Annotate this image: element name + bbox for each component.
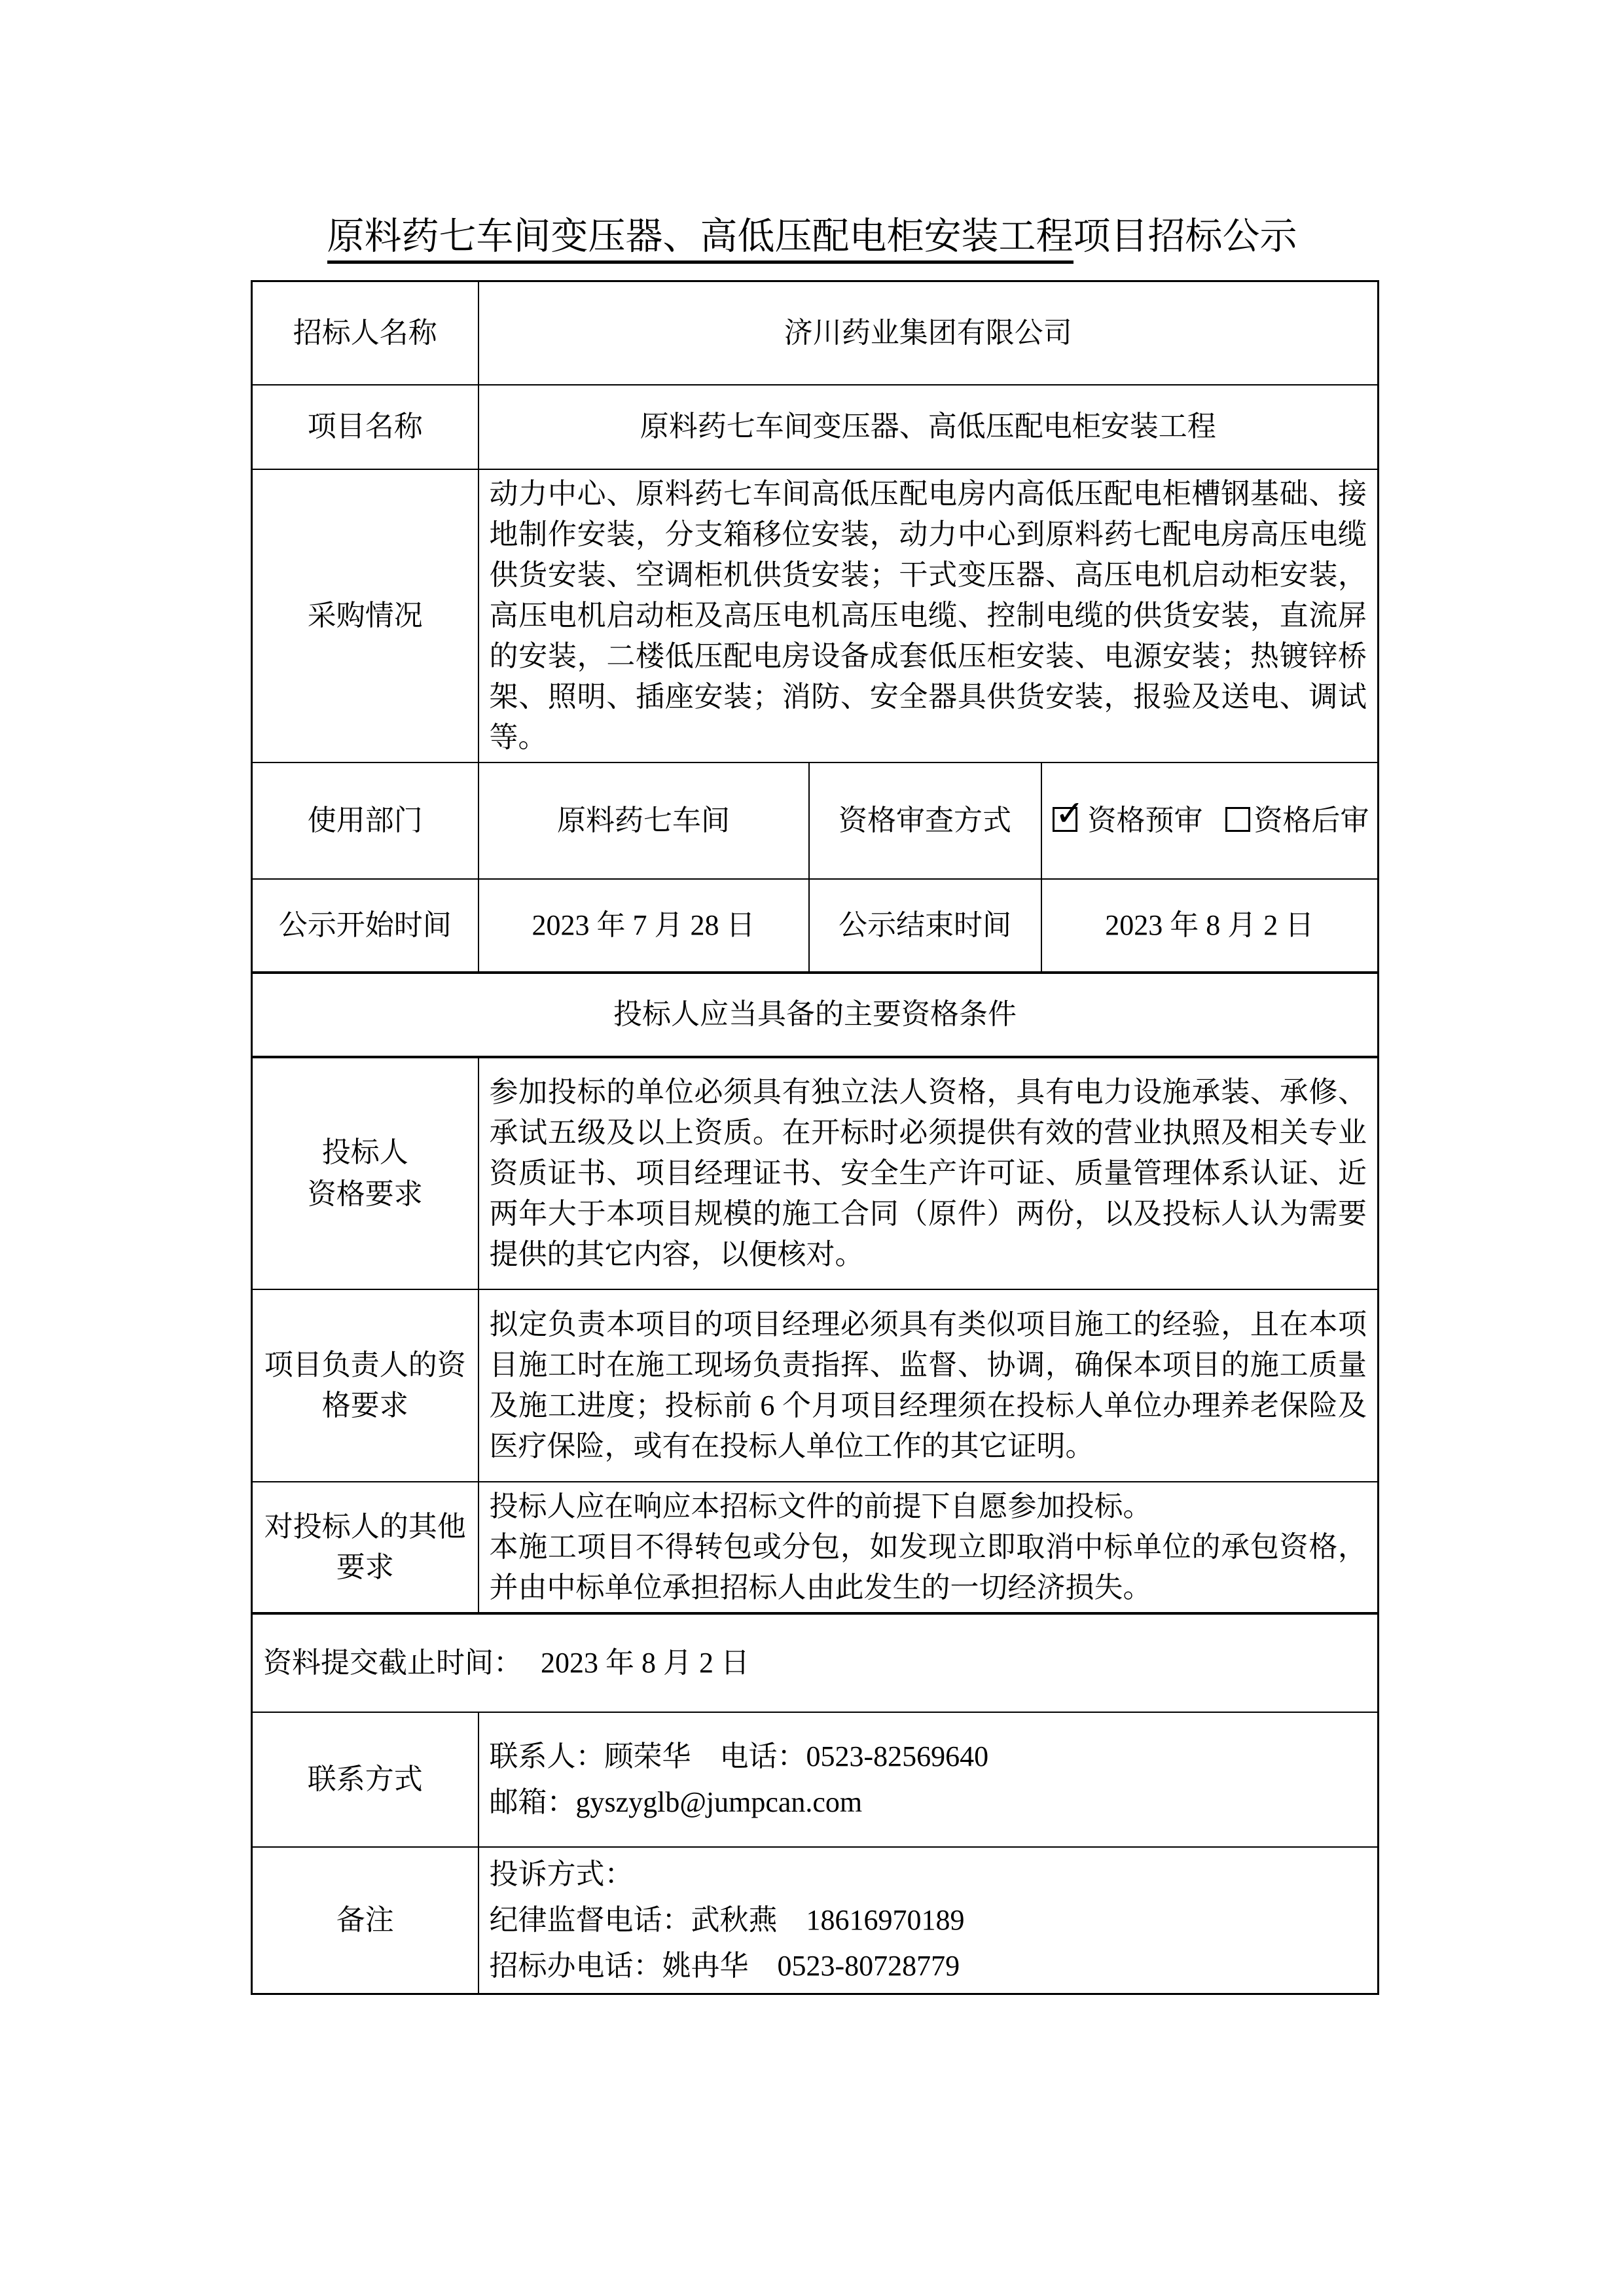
checkmark-icon: ✓ — [1055, 792, 1085, 834]
project-name-value: 原料药七车间变压器、高低压配电柜安装工程 — [478, 385, 1379, 469]
other-requirements-value — [478, 1482, 1379, 1613]
manager-qualification-label: 项目负责人的资格要求 — [252, 1289, 478, 1482]
procurement-value: 动力中心、原料药七车间高低压配电房内高低压配电柜槽钢基础、接地制作安装，分支箱移位安装，动力中心到原料药七配电房高压电缆供货安装、空调柜机供货安装；干式变压器、高压电机启动柜安装，高压电机启动柜及高压电机高压电缆、控制电缆的供货安装，直流屏的安装，二楼低压配电房设备成套低压柜安装、电源安装；热镀锌桥架、照明、插座安装；消防、安全器具供货安装，报验及送电、调试等。 — [478, 469, 1379, 762]
manager-qualification-value: 拟定负责本项目的项目经理必须具有类似项目施工的经验，且在本项目施工时在施工现场负责指挥、监督、协调，确保本项目的施工质量及施工进度；投标前 6 个月项目经理须在投标人单位办理养老保险及医疗保险，或有在投标人单位工作的其它证明。 — [478, 1289, 1379, 1482]
contact-person-phone-line: 联系人：顾荣华 电话：0523-82569640 — [489, 1740, 989, 1772]
project-name-label: 项目名称 — [252, 385, 478, 469]
row-bidder-qualification — [252, 1057, 1379, 1289]
other-requirements-paragraph2: 本施工项目不得转包或分包，如发现立即取消中标单位的承包资格，并由中标单位承担招标人由此发生的一切经济损失。 — [489, 1530, 1367, 1604]
page-title — [0, 213, 1624, 260]
review-method-value — [1041, 762, 1379, 879]
row-other-requirements — [252, 1482, 1379, 1613]
prequalification-checkbox-checked — [1053, 792, 1085, 834]
bidder-qualification-label-line2: 资格要求 — [307, 1177, 423, 1210]
bidder-qualification-label-line1: 投标人 — [321, 1136, 408, 1168]
tenderer-label: 招标人名称 — [252, 281, 478, 385]
other-requirements-paragraph1: 投标人应在响应本招标文件的前提下自愿参加投标。 — [489, 1490, 1152, 1522]
contact-value — [478, 1712, 1379, 1847]
publicity-end-value: 2023 年 8 月 2 日 — [1041, 879, 1379, 973]
row-procurement — [252, 469, 1379, 762]
remark-complaint-line: 投诉方式： — [489, 1857, 634, 1890]
row-project-name — [252, 385, 1379, 469]
publicity-end-label: 公示结束时间 — [809, 879, 1041, 973]
row-tenderer — [252, 281, 1379, 385]
remark-label: 备注 — [252, 1847, 478, 1994]
row-remark — [252, 1847, 1379, 1994]
review-method-label: 资格审查方式 — [809, 762, 1041, 879]
bidder-qualification-value: 参加投标的单位必须具有独立法人资格，具有电力设施承装、承修、承试五级及以上资质。在开标时必须提供有效的营业执照及相关专业资质证书、项目经理证书、安全生产许可证、质量管理体系认证、近两年大于本项目规模的施工合同（原件）两份，以及投标人认为需要提供的其它内容，以便核对。 — [478, 1057, 1379, 1289]
prequalification-option-label: 资格预审 — [1087, 804, 1203, 836]
bidder-qualification-label — [252, 1057, 478, 1289]
row-contact — [252, 1712, 1379, 1847]
submission-deadline-cell — [252, 1613, 1379, 1712]
postqualification-option-label: 资格后审 — [1254, 804, 1369, 836]
publicity-start-value: 2023 年 7 月 28 日 — [478, 879, 809, 973]
row-department-review — [252, 762, 1379, 879]
title-underlined-text: 原料药七车间变压器、高低压配电柜安装工程 — [327, 216, 1074, 264]
procurement-label: 采购情况 — [252, 469, 478, 762]
row-manager-qualification — [252, 1289, 1379, 1482]
row-submission-deadline — [252, 1613, 1379, 1712]
title-rest-text: 项目招标公示 — [1073, 216, 1297, 257]
other-requirements-label: 对投标人的其他要求 — [252, 1482, 478, 1613]
contact-label: 联系方式 — [252, 1712, 478, 1847]
remark-discipline-phone-line: 纪律监督电话：武秋燕 18616970189 — [489, 1903, 965, 1936]
publicity-start-label: 公示开始时间 — [252, 879, 478, 973]
row-qualification-header — [252, 973, 1379, 1057]
remark-tender-office-phone-line: 招标办电话：姚冉华 0523-80728779 — [489, 1949, 960, 1982]
postqualification-checkbox-unchecked — [1225, 807, 1250, 832]
submission-deadline-value: 2023 年 8 月 2 日 — [541, 1646, 749, 1679]
tenderer-value: 济川药业集团有限公司 — [478, 281, 1379, 385]
tender-info-table — [251, 280, 1379, 1995]
remark-value — [478, 1847, 1379, 1994]
submission-deadline-label: 资料提交截止时间： — [263, 1646, 522, 1679]
row-publicity-dates — [252, 879, 1379, 973]
department-label: 使用部门 — [252, 762, 478, 879]
contact-email-line: 邮箱：gyszyglb@jumpcan.com — [489, 1785, 863, 1818]
qualification-header-text: 投标人应当具备的主要资格条件 — [252, 973, 1379, 1057]
department-value: 原料药七车间 — [478, 762, 809, 879]
